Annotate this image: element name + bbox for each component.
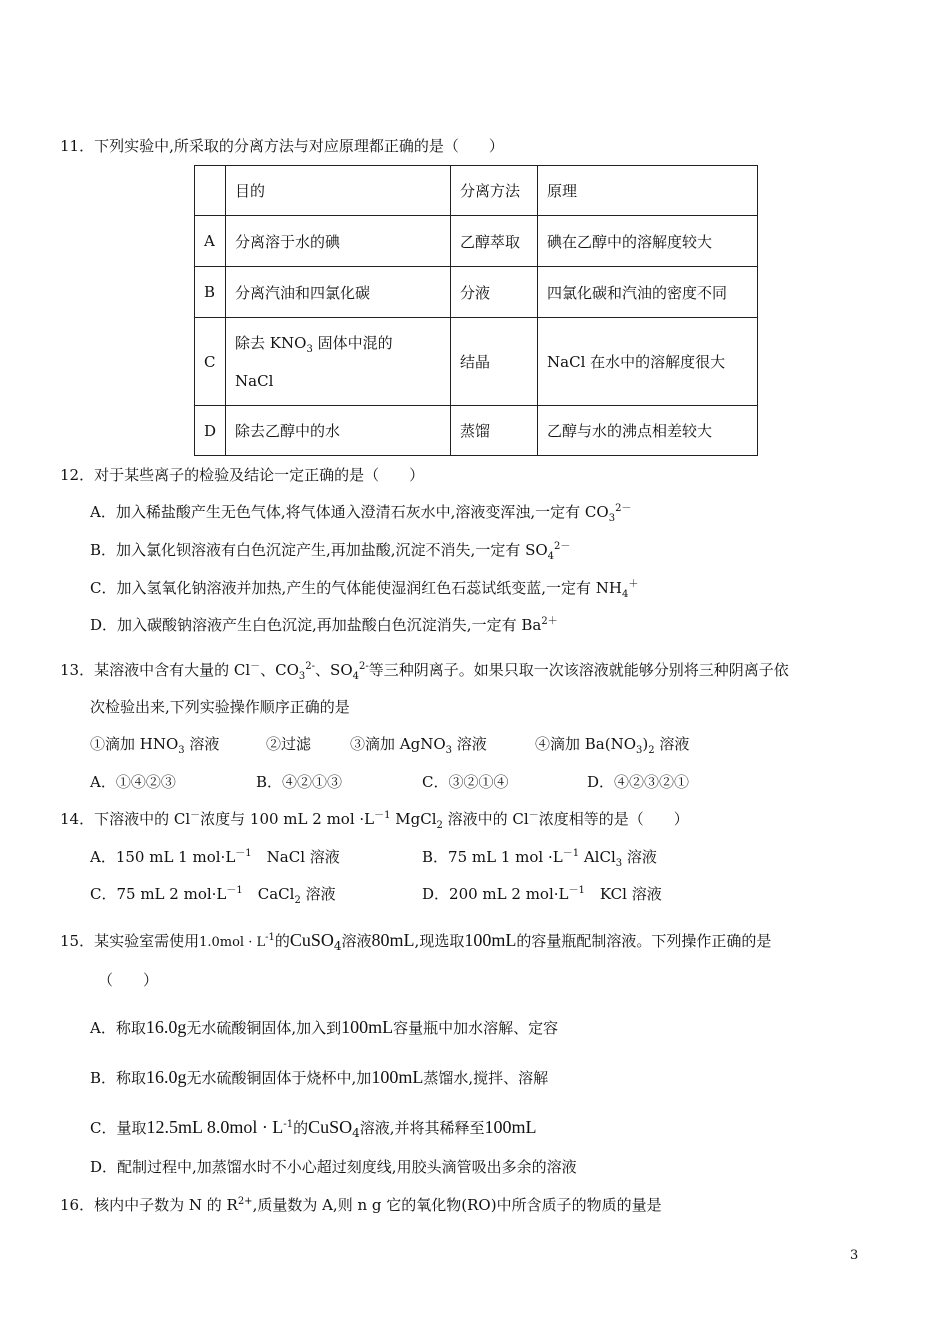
q15-option-d: D．配制过程中,加蒸馏水时不小心超过刻度线,用胶头滴管吸出多余的溶液 bbox=[90, 1158, 577, 1176]
q13-step3: ③滴加 AgNO$_3$ 溶液 bbox=[350, 735, 487, 756]
q15-option-c: C．量取12.5mL $8.0mol \cdot L^{-1}$的CuSO$_4$溶液,并将其稀释至100mL bbox=[90, 1117, 537, 1140]
page-number: 3 bbox=[850, 1248, 859, 1263]
q14-option-c: C．75 mL 2 $mol\cdot L^{-1}$ CaCl$_2$ 溶液 bbox=[90, 885, 336, 906]
q14-option-b: B．75 mL 1 mol $\cdot L^{-1}$ AlCl$_3$ 溶液 bbox=[422, 848, 657, 869]
q13-stem: 13．某溶液中含有大量的 Cl－、$CO_3^{2-}$、$SO_4^{2-}$等三种阴离子。如果只取一次该溶液就能够分别将三种阴离子依 bbox=[60, 661, 789, 682]
header-method: 分离方法 bbox=[451, 166, 538, 216]
q15-option-b: B．称取16.0g无水硫酸铜固体于烧杯中,加100mL蒸馏水,搅拌、溶解 bbox=[90, 1067, 549, 1087]
q12-option-a: A．加入稀盐酸产生无色气体,将气体通入澄清石灰水中,溶液变浑浊,一定有 $CO_3^{2-}$ bbox=[90, 503, 632, 524]
q11-table bbox=[194, 165, 758, 456]
q13-step1: ①滴加 $HNO_3$ 溶液 bbox=[90, 735, 220, 756]
table-row: B 分离汽油和四氯化碳 分液 四氯化碳和汽油的密度不同 bbox=[195, 267, 758, 318]
q13-stem-line2: 次检验出来,下列实验操作顺序正确的是 bbox=[90, 698, 350, 716]
q12-option-c: C．加入氢氧化钠溶液并加热,产生的气体能使湿润红色石蕊试纸变蓝,一定有 $NH_4^+$ bbox=[90, 579, 639, 600]
q15-stem: 15．某实验室需使用$1.0mol \cdot L^{-1}$的CuSO$_4$溶液80mL,现选取100mL的容量瓶配制溶液。下列操作正确的是 bbox=[60, 930, 772, 953]
q13-step4: ④滴加 $Ba(NO_3)_2$ 溶液 bbox=[535, 735, 690, 756]
header-purpose: 目的 bbox=[226, 166, 451, 216]
q12-option-d: D．加入碳酸钠溶液产生白色沉淀,再加盐酸白色沉淀消失,一定有 $Ba^{2+}$ bbox=[90, 616, 558, 634]
q12-stem: 12．对于某些离子的检验及结论一定正确的是（ ） bbox=[60, 466, 425, 484]
q13-option-a: A．①④②③ bbox=[90, 773, 176, 791]
table-row: A 分离溶于水的碘 乙醇萃取 碘在乙醇中的溶解度较大 bbox=[195, 216, 758, 267]
table-header-row bbox=[195, 166, 758, 216]
q13-option-b: B．④②①③ bbox=[256, 773, 343, 791]
table-row: C 除去 $KNO_3$ 固体中混的 NaCl 结晶 NaCl 在水中的溶解度很大 bbox=[195, 318, 758, 406]
q13-option-c: C．③②①④ bbox=[422, 773, 509, 791]
header-principle: 原理 bbox=[538, 166, 758, 216]
q11-stem: 11．下列实验中,所采取的分离方法与对应原理都正确的是（ ） bbox=[60, 137, 504, 155]
table-row: D 除去乙醇中的水 蒸馏 乙醇与水的沸点相差较大 bbox=[195, 406, 758, 456]
q14-option-d: D．200 mL 2 $mol\cdot L^{-1}$ KCl 溶液 bbox=[422, 885, 662, 903]
q12-option-b: B．加入氯化钡溶液有白色沉淀产生,再加盐酸,沉淀不消失,一定有 $SO_4^{2-}$ bbox=[90, 541, 571, 562]
q13-option-d: D．④②③②① bbox=[587, 773, 690, 791]
q14-option-a: A．150 mL 1 $mol\cdot L^{-1}$ NaCl 溶液 bbox=[90, 848, 340, 866]
q13-step2: ②过滤 bbox=[266, 735, 312, 753]
q15-paren: （ ） bbox=[98, 971, 159, 989]
q15-option-a: A．称取16.0g无水硫酸铜固体,加入到100mL容量瓶中加水溶解、定容 bbox=[90, 1017, 559, 1037]
q14-stem: 14．下溶液中的 Cl－浓度与 100 mL 2 mol $\cdot L^{-1}$ MgCl$_2$ 溶液中的 Cl－浓度相等的是（ ） bbox=[60, 810, 689, 831]
q16-stem: 16．核内中子数为 N 的 $R^{2+}$,质量数为 A,则 n g 它的氧化物(RO)中所含质子的物质的量是 bbox=[60, 1196, 662, 1214]
